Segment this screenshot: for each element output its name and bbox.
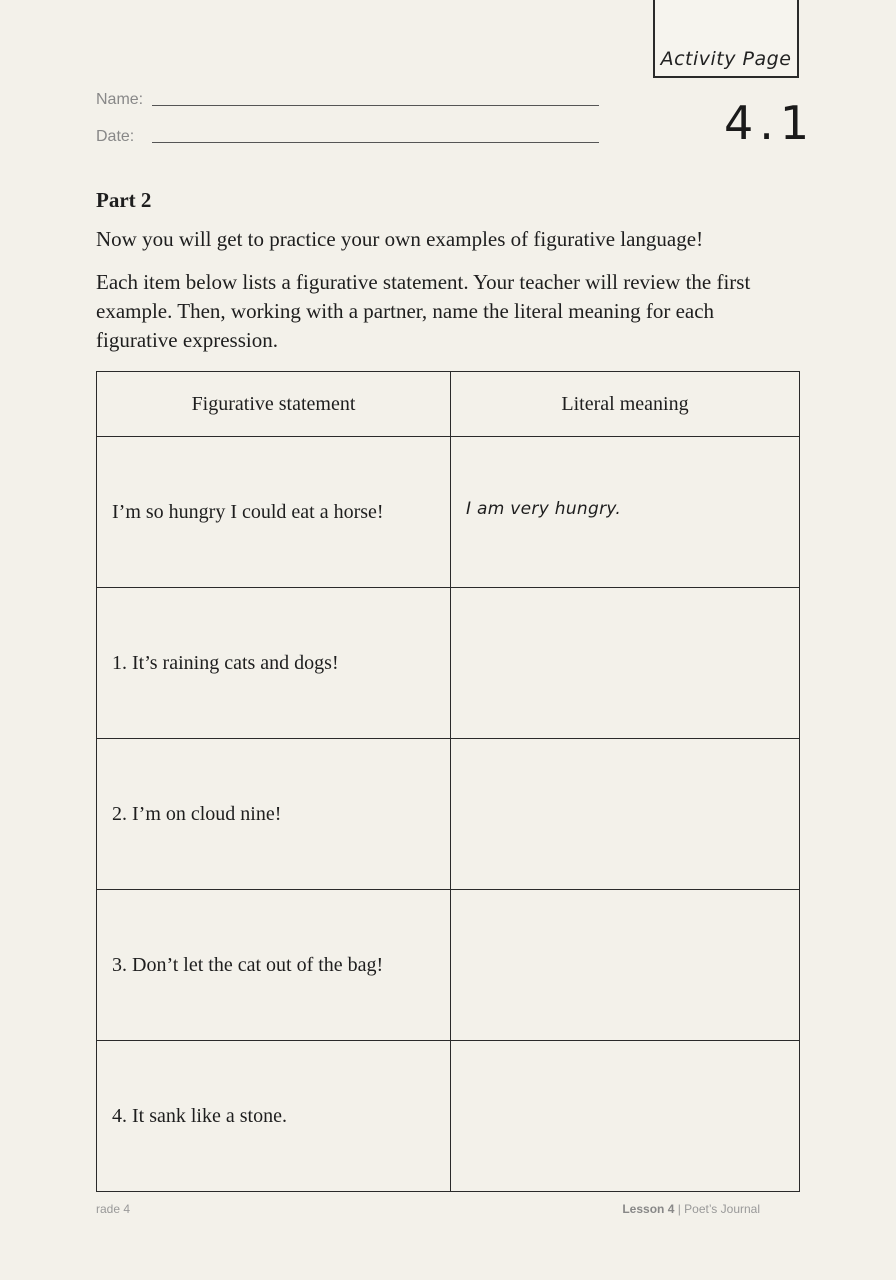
footer-journal: Poet’s Journal bbox=[684, 1202, 760, 1216]
figurative-language-table bbox=[96, 371, 800, 1192]
statement-cell: 1. It’s raining cats and dogs! bbox=[97, 588, 451, 739]
footer-lesson bbox=[622, 1202, 760, 1216]
handwritten-answer: I am very hungry. bbox=[466, 498, 622, 519]
table-row bbox=[97, 890, 800, 1041]
date-label: Date: bbox=[96, 128, 135, 145]
footer-lesson-number: Lesson 4 bbox=[622, 1202, 675, 1216]
header-figurative: Figurative statement bbox=[97, 372, 451, 437]
instructions-paragraph: Each item below lists a figurative statement. Your teacher will review the first example. Then, working with a partner, name the literal meaning for each figurative expression. bbox=[96, 270, 751, 352]
badge-label: Activity Page bbox=[660, 48, 792, 70]
footer-separator: | bbox=[674, 1202, 685, 1216]
table-row bbox=[97, 739, 800, 890]
meaning-cell[interactable] bbox=[451, 739, 800, 890]
name-label: Name: bbox=[96, 91, 144, 108]
activity-number: 4.1 bbox=[724, 96, 816, 150]
statement-cell: I’m so hungry I could eat a horse! bbox=[97, 437, 451, 588]
meaning-cell[interactable] bbox=[451, 1041, 800, 1192]
intro-paragraph: Now you will get to practice your own examples of figurative language! bbox=[96, 227, 704, 251]
table-row bbox=[97, 437, 800, 588]
table-row bbox=[97, 1041, 800, 1192]
statement-cell: 4. It sank like a stone. bbox=[97, 1041, 451, 1192]
part-title: Part 2 bbox=[96, 188, 152, 212]
header-literal: Literal meaning bbox=[451, 372, 800, 437]
activity-page-badge bbox=[653, 0, 799, 78]
meaning-cell[interactable] bbox=[451, 588, 800, 739]
name-field-line[interactable] bbox=[152, 105, 599, 106]
meaning-cell[interactable] bbox=[451, 437, 800, 588]
statement-cell: 3. Don’t let the cat out of the bag! bbox=[97, 890, 451, 1041]
table-header-row bbox=[97, 372, 800, 437]
statement-cell: 2. I’m on cloud nine! bbox=[97, 739, 451, 890]
date-field-line[interactable] bbox=[152, 142, 599, 143]
footer-grade: rade 4 bbox=[96, 1202, 131, 1216]
meaning-cell[interactable] bbox=[451, 890, 800, 1041]
table-row bbox=[97, 588, 800, 739]
